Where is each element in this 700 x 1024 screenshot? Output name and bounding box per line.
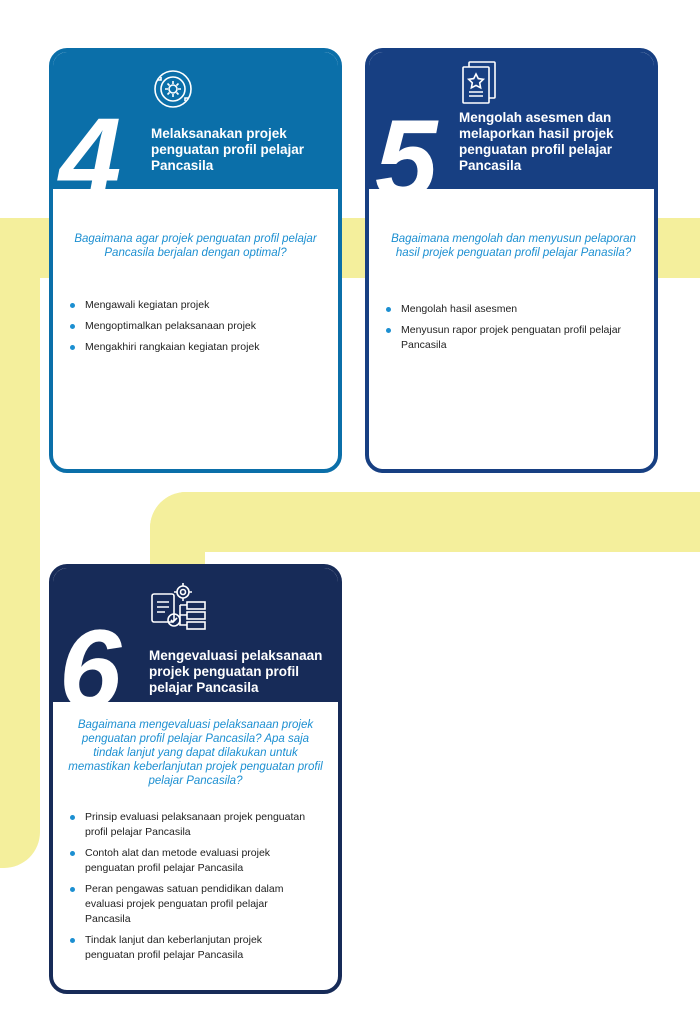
bullet-icon bbox=[386, 307, 391, 312]
gear-cycle-icon bbox=[152, 68, 194, 115]
topic-list bbox=[383, 302, 633, 359]
step-number: 6 bbox=[59, 607, 120, 732]
step-title: Mengevaluasi pelaksanaan projek penguatan profil pelajar Pancasila bbox=[149, 648, 323, 695]
step-title: Melaksanakan projek penguatan profil pelajar Pancasila bbox=[151, 126, 305, 173]
list-item: Mengoptimalkan pelaksanaan projek bbox=[67, 319, 327, 334]
topic-list bbox=[67, 810, 307, 969]
step-card-6 bbox=[49, 564, 342, 994]
step-card-5 bbox=[365, 48, 658, 473]
bullet-icon bbox=[70, 324, 75, 329]
bullet-icon bbox=[70, 815, 75, 820]
list-item: Mengolah hasil asesmen bbox=[383, 302, 633, 317]
step-title: Mengolah asesmen dan melaporkan hasil projek penguatan profil pelajar Pancasila bbox=[459, 110, 614, 173]
list-item: Mengawali kegiatan projek bbox=[67, 298, 327, 313]
guiding-question: Bagaimana mengevaluasi pelaksanaan projek penguatan profil pelajar Pancasila? Apa saja tindak lanjut yang dapat dilakukan untuk memastikan keberlanjutan projek penguatan profil pelajar Pancasila? bbox=[68, 719, 323, 787]
bullet-icon bbox=[70, 851, 75, 856]
topic-list bbox=[67, 298, 327, 361]
bullet-icon bbox=[70, 303, 75, 308]
list-item: Prinsip evaluasi pelaksanaan projek penguatan profil pelajar Pancasila bbox=[67, 810, 307, 840]
bullet-icon bbox=[386, 328, 391, 333]
step-card-4 bbox=[49, 48, 342, 473]
guiding-question: Bagaimana mengolah dan menyusun pelaporan hasil projek penguatan profil pelajar Panasila? bbox=[391, 233, 636, 259]
list-item: Tindak lanjut dan keberlanjutan projek penguatan profil pelajar Pancasila bbox=[67, 933, 307, 963]
bullet-icon bbox=[70, 345, 75, 350]
list-item: Mengakhiri rangkaian kegiatan projek bbox=[67, 340, 327, 355]
bullet-icon bbox=[70, 887, 75, 892]
yellow-band-left bbox=[0, 218, 40, 868]
bullet-icon bbox=[70, 938, 75, 943]
evaluation-checklist-icon bbox=[149, 580, 209, 641]
star-document-icon bbox=[460, 60, 498, 111]
list-item: Contoh alat dan metode evaluasi projek penguatan profil pelajar Pancasila bbox=[67, 846, 307, 876]
step-number: 4 bbox=[59, 95, 120, 220]
list-item: Menyusun rapor projek penguatan profil pelajar Pancasila bbox=[383, 323, 633, 353]
list-item: Peran pengawas satuan pendidikan dalam evaluasi projek penguatan profil pelajar Pancasila bbox=[67, 882, 307, 927]
step-number: 5 bbox=[375, 97, 436, 222]
yellow-band-middle bbox=[150, 492, 700, 552]
guiding-question: Bagaimana agar projek penguatan profil pelajar Pancasila berjalan dengan optimal? bbox=[74, 233, 317, 259]
